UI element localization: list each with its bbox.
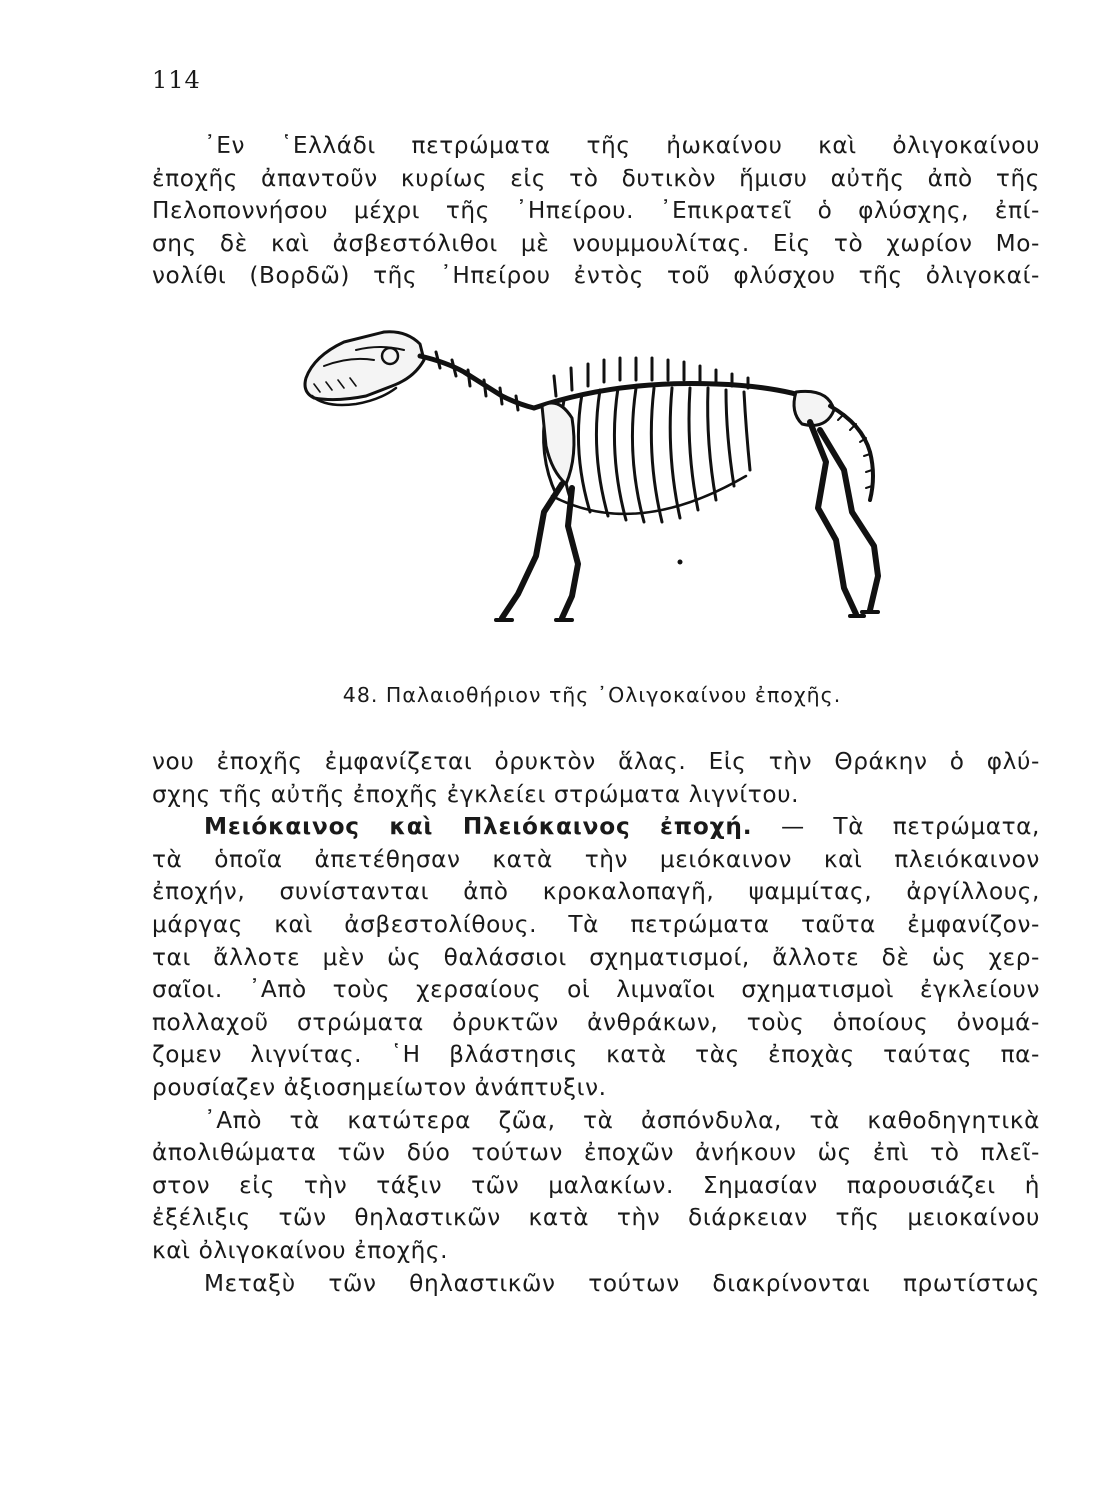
- text-line: σχης τῆς αὐτῆς ἐποχῆς ἐγκλείει στρώματα λιγνίτου.: [152, 780, 800, 808]
- text-line: ζομεν λιγνίτας. ῾Η βλάστησις κατὰ τὰς ἐποχὰς ταύτας πα-: [152, 1041, 1040, 1069]
- main-text: [152, 746, 1040, 1300]
- text-line: σης δὲ καὶ ἀσβεστόλιθοι μὲ νουμμουλίτας. Εἰς τὸ χωρίον Μο-: [152, 229, 1040, 257]
- text-line: νολίθι (Βορδῶ) τῆς ᾿Ηπείρου ἐντὸς τοῦ φλύσχου τῆς ὀλιγοκαί-: [152, 262, 1040, 290]
- text-line: ἀπολιθώματα τῶν δύο τούτων ἐποχῶν ἀνήκουν ὡς ἐπὶ τὸ πλεῖ-: [152, 1139, 1040, 1167]
- text-line: νου ἐποχῆς ἐμφανίζεται ὀρυκτὸν ἅλας. Εἰς τὴν Θράκην ὁ φλύ-: [152, 748, 1040, 775]
- text-line: Πελοποννήσου μέχρι τῆς ᾿Ηπείρου. ᾿Επικρατεῖ ὁ φλύσχης, ἐπί-: [152, 197, 1040, 225]
- text-line: ᾿Εν ῾Ελλάδι πετρώματα τῆς ἠωκαίνου καὶ ὀλιγοκαίνου: [204, 132, 1040, 159]
- text-line: μάργας καὶ ἀσβεστολίθους. Τὰ πετρώματα ταῦτα ἐμφανίζον-: [152, 910, 1040, 938]
- section-heading-rest: — Τὰ πετρώματα,: [780, 813, 1040, 841]
- palaeotherium-skeleton-illustration: [296, 326, 896, 656]
- text-line: πολλαχοῦ στρώματα ὀρυκτῶν ἀνθράκων, τοὺς ὁποίους ὀνομά-: [152, 1008, 1040, 1036]
- section-heading: Μειόκαινος καὶ Πλειόκαινος ἐποχή.: [204, 813, 753, 841]
- page-number: 114: [152, 66, 201, 94]
- text-line: ἐποχῆς ἀπαντοῦν κυρίως εἰς τὸ δυτικὸν ἥμισυ αὐτῆς ἀπὸ τῆς: [152, 164, 1040, 192]
- text-line: καὶ ὀλιγοκαίνου ἐποχῆς.: [152, 1236, 449, 1264]
- section-first-line: [152, 811, 1040, 844]
- text-line: ἐποχήν, συνίστανται ἀπὸ κροκαλοπαγῆ, ψαμμίτας, ἀργίλλους,: [152, 878, 1040, 906]
- text-line: τὰ ὁποῖα ἀπετέθησαν κατὰ τὴν μειόκαινον καὶ πλειόκαινον: [152, 845, 1040, 873]
- text-line: ἐξέλιξις τῶν θηλαστικῶν κατὰ τὴν διάρκειαν τῆς μειοκαίνου: [152, 1204, 1040, 1232]
- text-line: στον εἰς τὴν τάξιν τῶν μαλακίων. Σημασίαν παρουσιάζει ἡ: [152, 1171, 1040, 1199]
- text-line: σαῖοι. ᾿Απὸ τοὺς χερσαίους οἱ λιμναῖοι σχηματισμοὶ ἐγκλείουν: [152, 976, 1040, 1004]
- text-line: ται ἄλλοτε μὲν ὡς θαλάσσιοι σχηματισμοί, ἄλλοτε δὲ ὡς χερ-: [152, 943, 1040, 971]
- top-paragraph: [152, 130, 1040, 293]
- text-line: Μεταξὺ τῶν θηλαστικῶν τούτων διακρίνονται πρωτίστως: [204, 1269, 1040, 1297]
- text-line: ᾿Απὸ τὰ κατώτερα ζῶα, τὰ ἀσπόνδυλα, τὰ καθοδηγητικὰ: [204, 1106, 1040, 1134]
- text-line: ρουσίαζεν ἀξιοσημείωτον ἀνάπτυξιν.: [152, 1073, 607, 1101]
- figure-caption: 48. Παλαιοθήριον τῆς ᾿Ολιγοκαίνου ἐποχῆς.: [342, 683, 842, 707]
